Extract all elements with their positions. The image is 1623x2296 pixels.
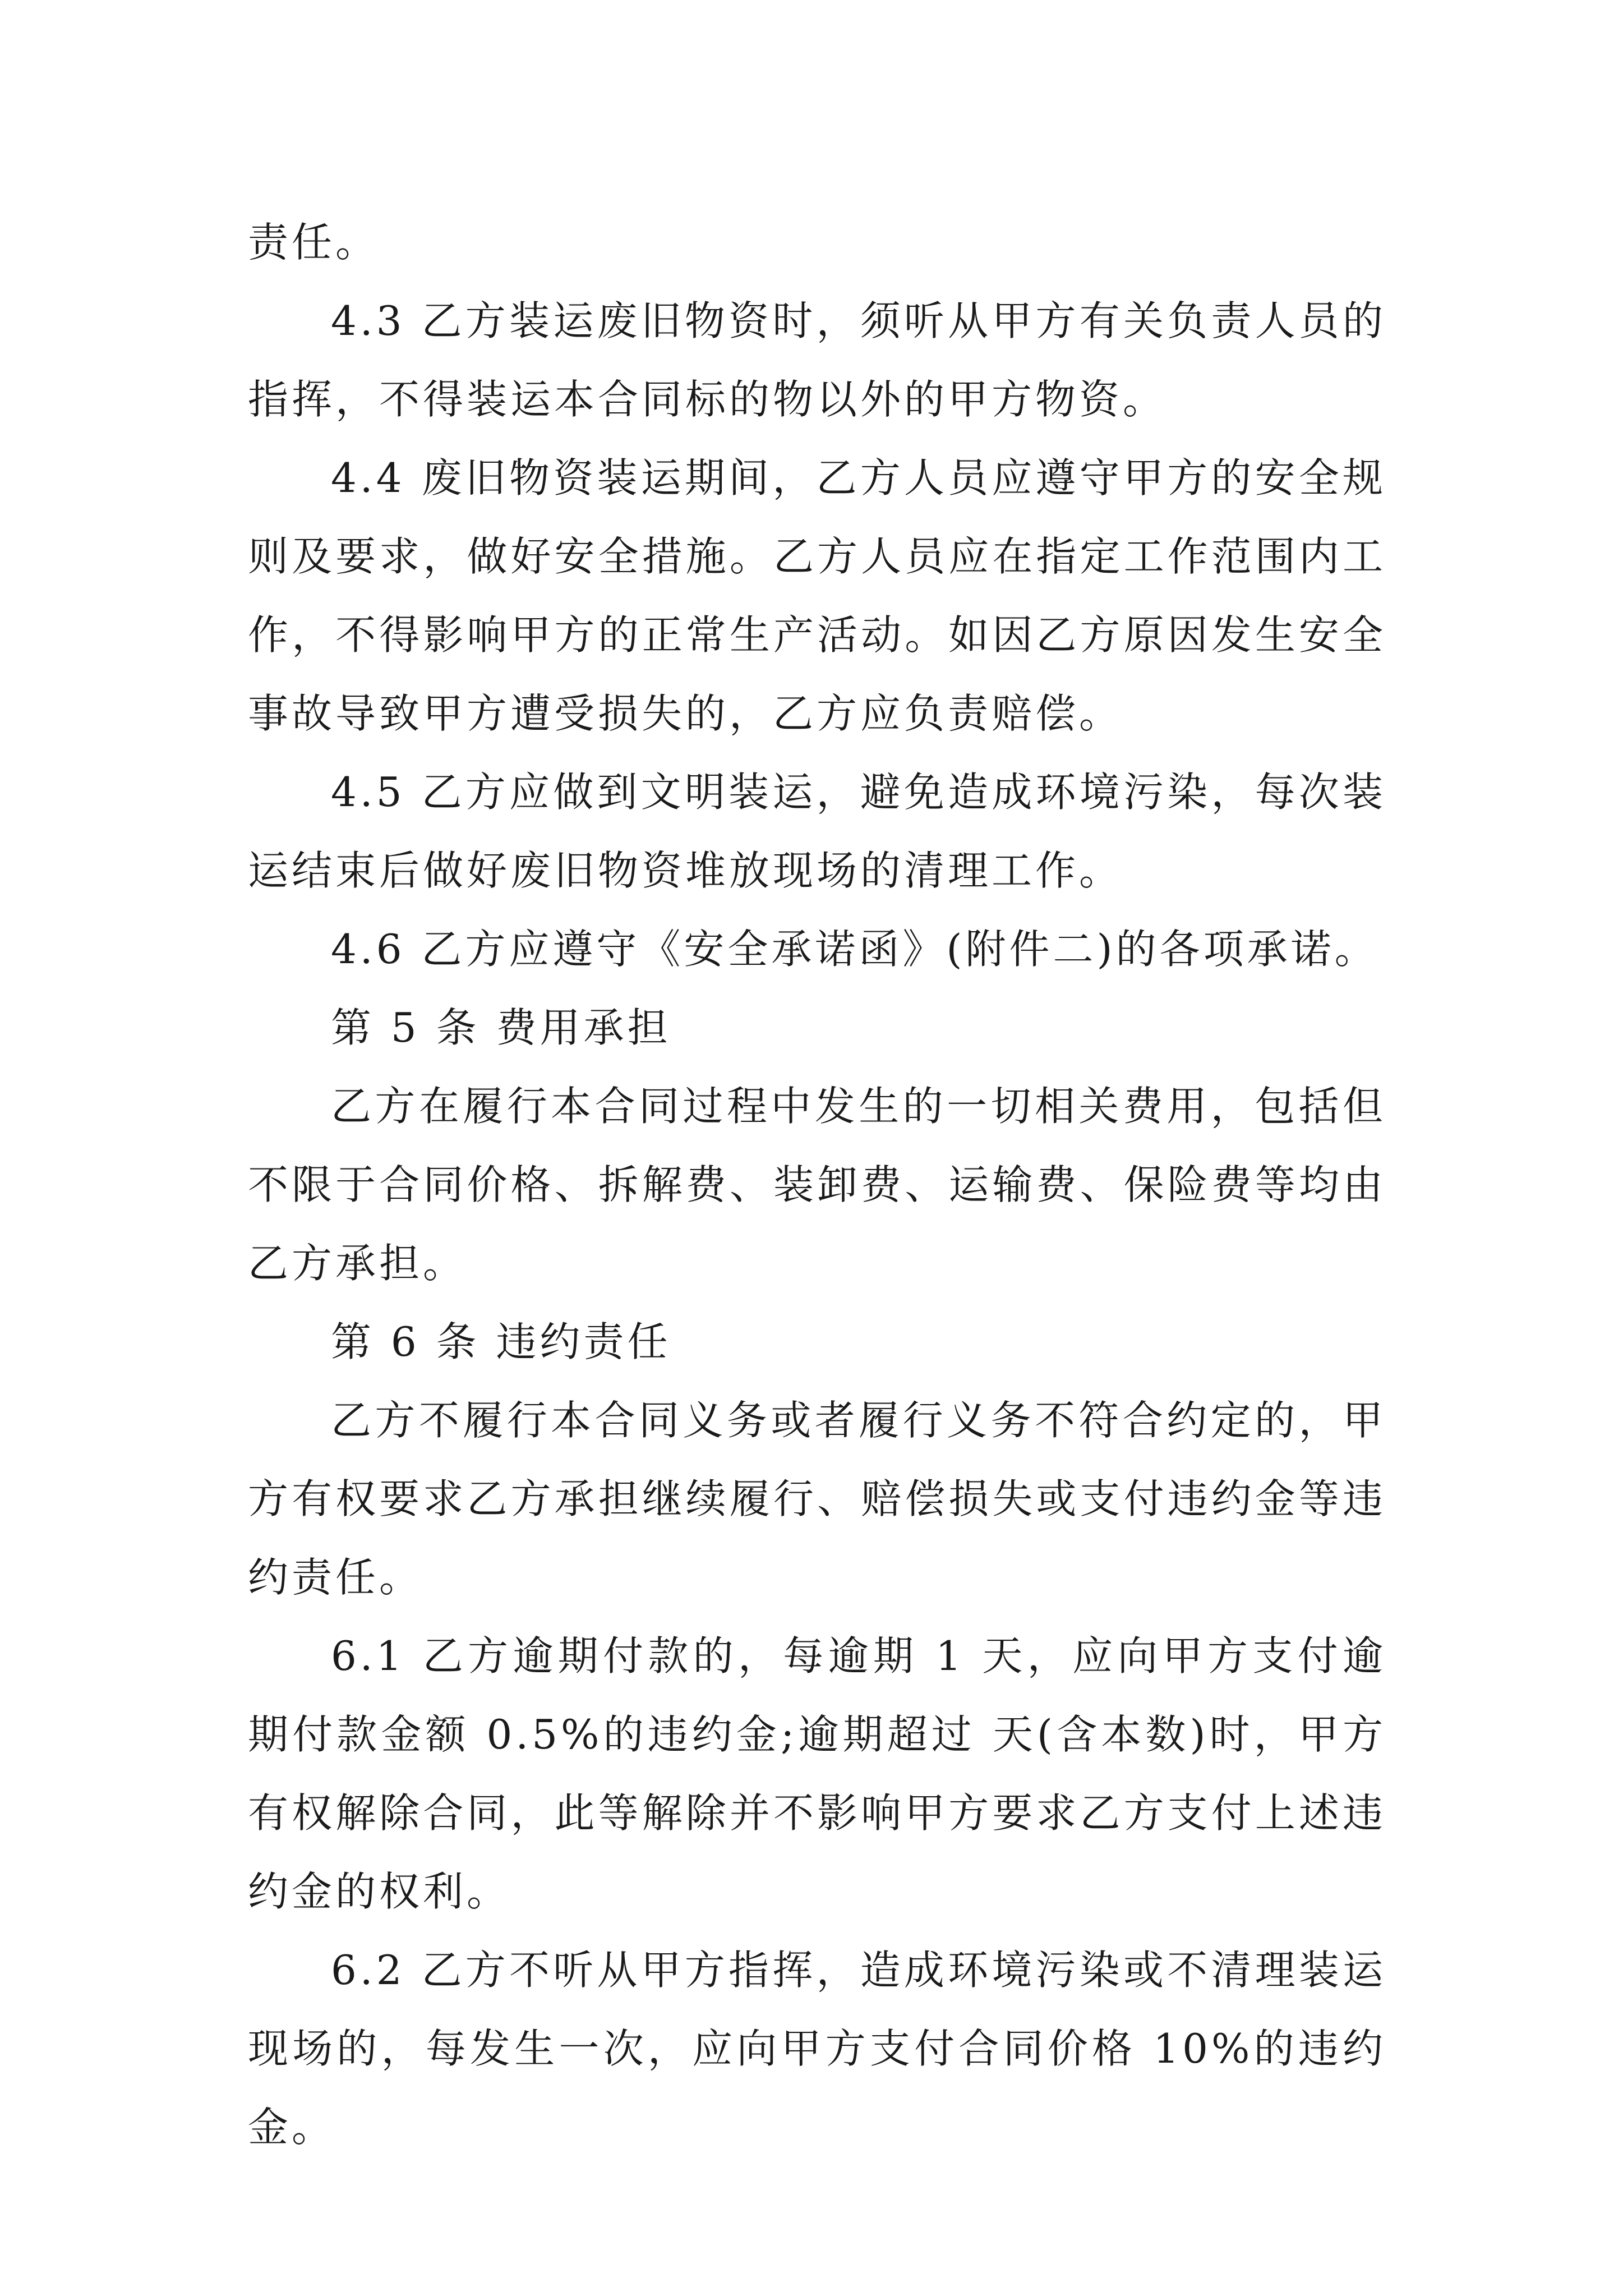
paragraph-6-1: 6.1 乙方逾期付款的，每逾期 1 天，应向甲方支付逾期付款金额 0.5%的违约金;逾期超过 天(含本数)时，甲方有权解除合同，此等解除并不影响甲方要求乙方支付上述违约金的权利。 [248,1632,1386,1915]
paragraph-4-6: 4.6 乙方应遵守《安全承诺函》(附件二)的各项承诺。 [331,926,1378,973]
paragraph-6-2: 6.2 乙方不听从甲方指挥，造成环境污染或不清理装运现场的，每发生一次，应向甲方支付合同价格 10%的违约金。 [248,1947,1386,2151]
heading-article-6: 第 6 条 违约责任 [331,1318,671,1365]
paragraph-4-4: 4.4 废旧物资装运期间，乙方人员应遵守甲方的安全规则及要求，做好安全措施。乙方人员应在指定工作范围内工作，不得影响甲方的正常生产活动。如因乙方原因发生安全事故导致甲方遭受损失的，乙方应负责赔偿。 [248,454,1386,737]
paragraph-article-5-body: 乙方在履行本合同过程中发生的一切相关费用，包括但不限于合同价格、拆解费、装卸费、运输费、保险费等均由乙方承担。 [248,1083,1386,1287]
paragraph-article-6-body: 乙方不履行本合同义务或者履行义务不符合约定的，甲方有权要求乙方承担继续履行、赔偿损失或支付违约金等违约责任。 [248,1397,1386,1601]
heading-article-5: 第 5 条 费用承担 [331,1004,671,1051]
paragraph-4-3: 4.3 乙方装运废旧物资时，须听从甲方有关负责人员的指挥，不得装运本合同标的物以外的甲方物资。 [248,297,1386,423]
contract-text-body [248,203,1386,2166]
paragraph-4-5: 4.5 乙方应做到文明装运，避免造成环境污染，每次装运结束后做好废旧物资堆放现场的清理工作。 [248,769,1386,894]
paragraph-responsibility-end: 责任。 [248,219,380,266]
